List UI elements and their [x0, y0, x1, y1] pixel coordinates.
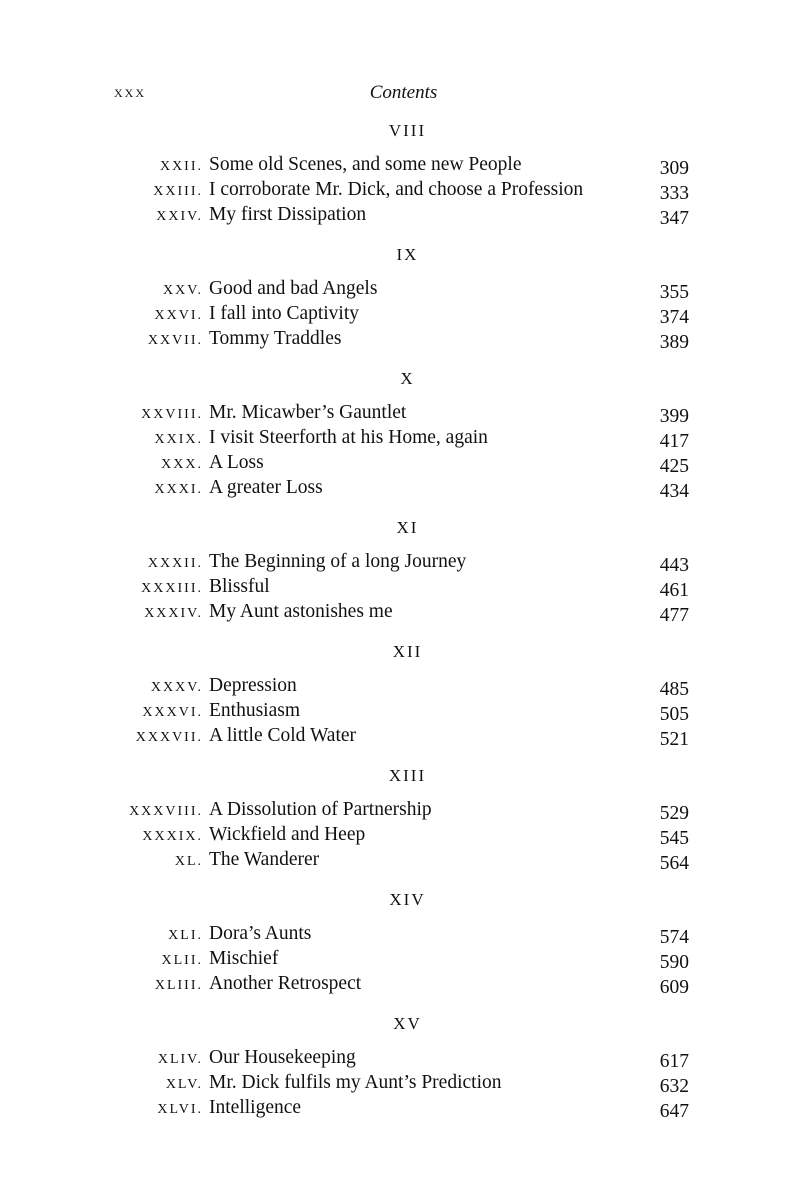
- chapter-number: XLII.: [161, 953, 203, 968]
- toc-entry: [0, 549, 807, 574]
- chapter-title: Good and bad Angels: [209, 278, 378, 299]
- part-heading: XIII: [388, 766, 427, 785]
- toc-entry: [0, 847, 807, 872]
- toc-entry: [0, 177, 807, 202]
- toc-part: [0, 515, 807, 624]
- chapter-number: XXIV.: [156, 209, 203, 224]
- chapter-number: XXXIV.: [144, 606, 203, 621]
- part-heading: XI: [396, 518, 419, 537]
- toc-entry: [0, 425, 807, 450]
- chapter-page-number: 425: [659, 456, 689, 477]
- chapter-page-number: 374: [659, 307, 689, 328]
- chapter-title: Mr. Micawber’s Gauntlet: [209, 402, 407, 423]
- chapter-title: A greater Loss: [209, 477, 323, 498]
- chapter-page-number: 632: [659, 1076, 689, 1097]
- toc-part: [0, 242, 807, 351]
- toc-entry: [0, 822, 807, 847]
- chapter-page-number: 461: [659, 580, 689, 601]
- chapter-number: XL.: [174, 854, 203, 869]
- chapter-page-number: 647: [659, 1101, 689, 1122]
- chapter-number: XXXIII.: [141, 581, 203, 596]
- chapter-title: Tommy Traddles: [209, 328, 342, 349]
- toc-entry: [0, 152, 807, 177]
- chapter-page-number: 389: [659, 332, 689, 353]
- toc-entry: [0, 276, 807, 301]
- chapter-number: XXXV.: [150, 680, 203, 695]
- chapter-title: I visit Steerforth at his Home, again: [209, 427, 488, 448]
- chapter-title: Depression: [209, 675, 297, 696]
- chapter-number: XXV.: [162, 283, 203, 298]
- chapter-title: I fall into Captivity: [209, 303, 360, 324]
- part-heading: XII: [392, 642, 423, 661]
- chapter-page-number: 529: [659, 803, 689, 824]
- chapter-number: XLI.: [168, 928, 203, 943]
- chapter-page-number: 443: [659, 555, 689, 576]
- chapter-title: My first Dissipation: [209, 204, 367, 225]
- toc-entry: [0, 698, 807, 723]
- toc-part: [0, 763, 807, 872]
- toc-part: [0, 118, 807, 227]
- toc-entry: [0, 1045, 807, 1070]
- page-number: xxx: [114, 82, 146, 101]
- chapter-page-number: 609: [659, 977, 689, 998]
- chapter-page-number: 434: [659, 481, 689, 502]
- toc-entry: [0, 797, 807, 822]
- chapter-title: Mischief: [209, 948, 279, 969]
- toc-entry: [0, 946, 807, 971]
- toc-entry: [0, 599, 807, 624]
- chapter-number: XXIII.: [153, 184, 203, 199]
- chapter-title: A Loss: [209, 452, 264, 473]
- toc-part: [0, 639, 807, 748]
- chapter-title: Enthusiasm: [209, 700, 300, 721]
- part-heading: X: [400, 369, 415, 388]
- chapter-page-number: 564: [659, 853, 689, 874]
- chapter-number: XXXVII.: [135, 730, 203, 745]
- chapter-number: XXII.: [159, 159, 203, 174]
- chapter-page-number: 309: [659, 158, 689, 179]
- toc-entry: [0, 723, 807, 748]
- chapter-number: XXIX.: [154, 432, 203, 447]
- chapter-number: XXVII.: [147, 333, 203, 348]
- toc-entry: [0, 475, 807, 500]
- chapter-title: I corroborate Mr. Dick, and choose a Profession: [209, 179, 584, 200]
- toc-entry: [0, 1095, 807, 1120]
- chapter-number: XXXVIII.: [129, 804, 203, 819]
- chapter-page-number: 545: [659, 828, 689, 849]
- chapter-page-number: 485: [659, 679, 689, 700]
- toc-entry: [0, 971, 807, 996]
- chapter-page-number: 590: [659, 952, 689, 973]
- chapter-title: Wickfield and Heep: [209, 824, 366, 845]
- chapter-title: A little Cold Water: [209, 725, 357, 746]
- chapter-page-number: 505: [659, 704, 689, 725]
- chapter-page-number: 477: [659, 605, 689, 626]
- part-heading: IX: [396, 245, 419, 264]
- chapter-title: Dora’s Aunts: [209, 923, 312, 944]
- chapter-page-number: 417: [659, 431, 689, 452]
- chapter-number: XXX.: [161, 457, 203, 472]
- toc-entry: [0, 673, 807, 698]
- chapter-title: The Beginning of a long Journey: [209, 551, 467, 572]
- chapter-page-number: 521: [659, 729, 689, 750]
- page-title: Contents: [369, 82, 438, 103]
- chapter-number: XXVI.: [154, 308, 203, 323]
- toc-entry: [0, 400, 807, 425]
- part-heading: XIV: [389, 890, 426, 909]
- toc-part: [0, 887, 807, 996]
- chapter-number: XXXI.: [154, 482, 203, 497]
- toc-part: [0, 1011, 807, 1120]
- chapter-page-number: 333: [659, 183, 689, 204]
- chapter-number: XLIV.: [157, 1052, 203, 1067]
- chapter-number: XXXVI.: [142, 705, 203, 720]
- toc-entry: [0, 450, 807, 475]
- chapter-title: Intelligence: [209, 1097, 302, 1118]
- chapter-page-number: 574: [659, 927, 689, 948]
- toc-entry: [0, 202, 807, 227]
- chapter-title: My Aunt astonishes me: [209, 601, 393, 622]
- chapter-title: The Wanderer: [209, 849, 320, 870]
- toc-entry: [0, 921, 807, 946]
- chapter-title: Some old Scenes, and some new People: [209, 154, 522, 175]
- chapter-page-number: 617: [659, 1051, 689, 1072]
- part-heading: XV: [393, 1014, 422, 1033]
- chapter-title: A Dissolution of Partnership: [209, 799, 432, 820]
- chapter-title: Another Retrospect: [209, 973, 362, 994]
- chapter-page-number: 355: [659, 282, 689, 303]
- chapter-number: XLVI.: [157, 1102, 203, 1117]
- chapter-number: XLIII.: [154, 978, 203, 993]
- part-heading: VIII: [388, 121, 427, 140]
- chapter-title: Blissful: [209, 576, 270, 597]
- toc-part: [0, 366, 807, 500]
- chapter-number: XXXII.: [147, 556, 203, 571]
- chapter-title: Mr. Dick fulfils my Aunt’s Prediction: [209, 1072, 502, 1093]
- toc-entry: [0, 1070, 807, 1095]
- table-of-contents: [0, 118, 807, 1135]
- toc-entry: [0, 326, 807, 351]
- chapter-page-number: 399: [659, 406, 689, 427]
- chapter-title: Our Housekeeping: [209, 1047, 356, 1068]
- chapter-number: XLV.: [165, 1077, 203, 1092]
- chapter-number: XXXIX.: [142, 829, 203, 844]
- toc-entry: [0, 301, 807, 326]
- chapter-number: XXVIII.: [141, 407, 203, 422]
- toc-entry: [0, 574, 807, 599]
- chapter-page-number: 347: [659, 208, 689, 229]
- running-head: [0, 82, 807, 108]
